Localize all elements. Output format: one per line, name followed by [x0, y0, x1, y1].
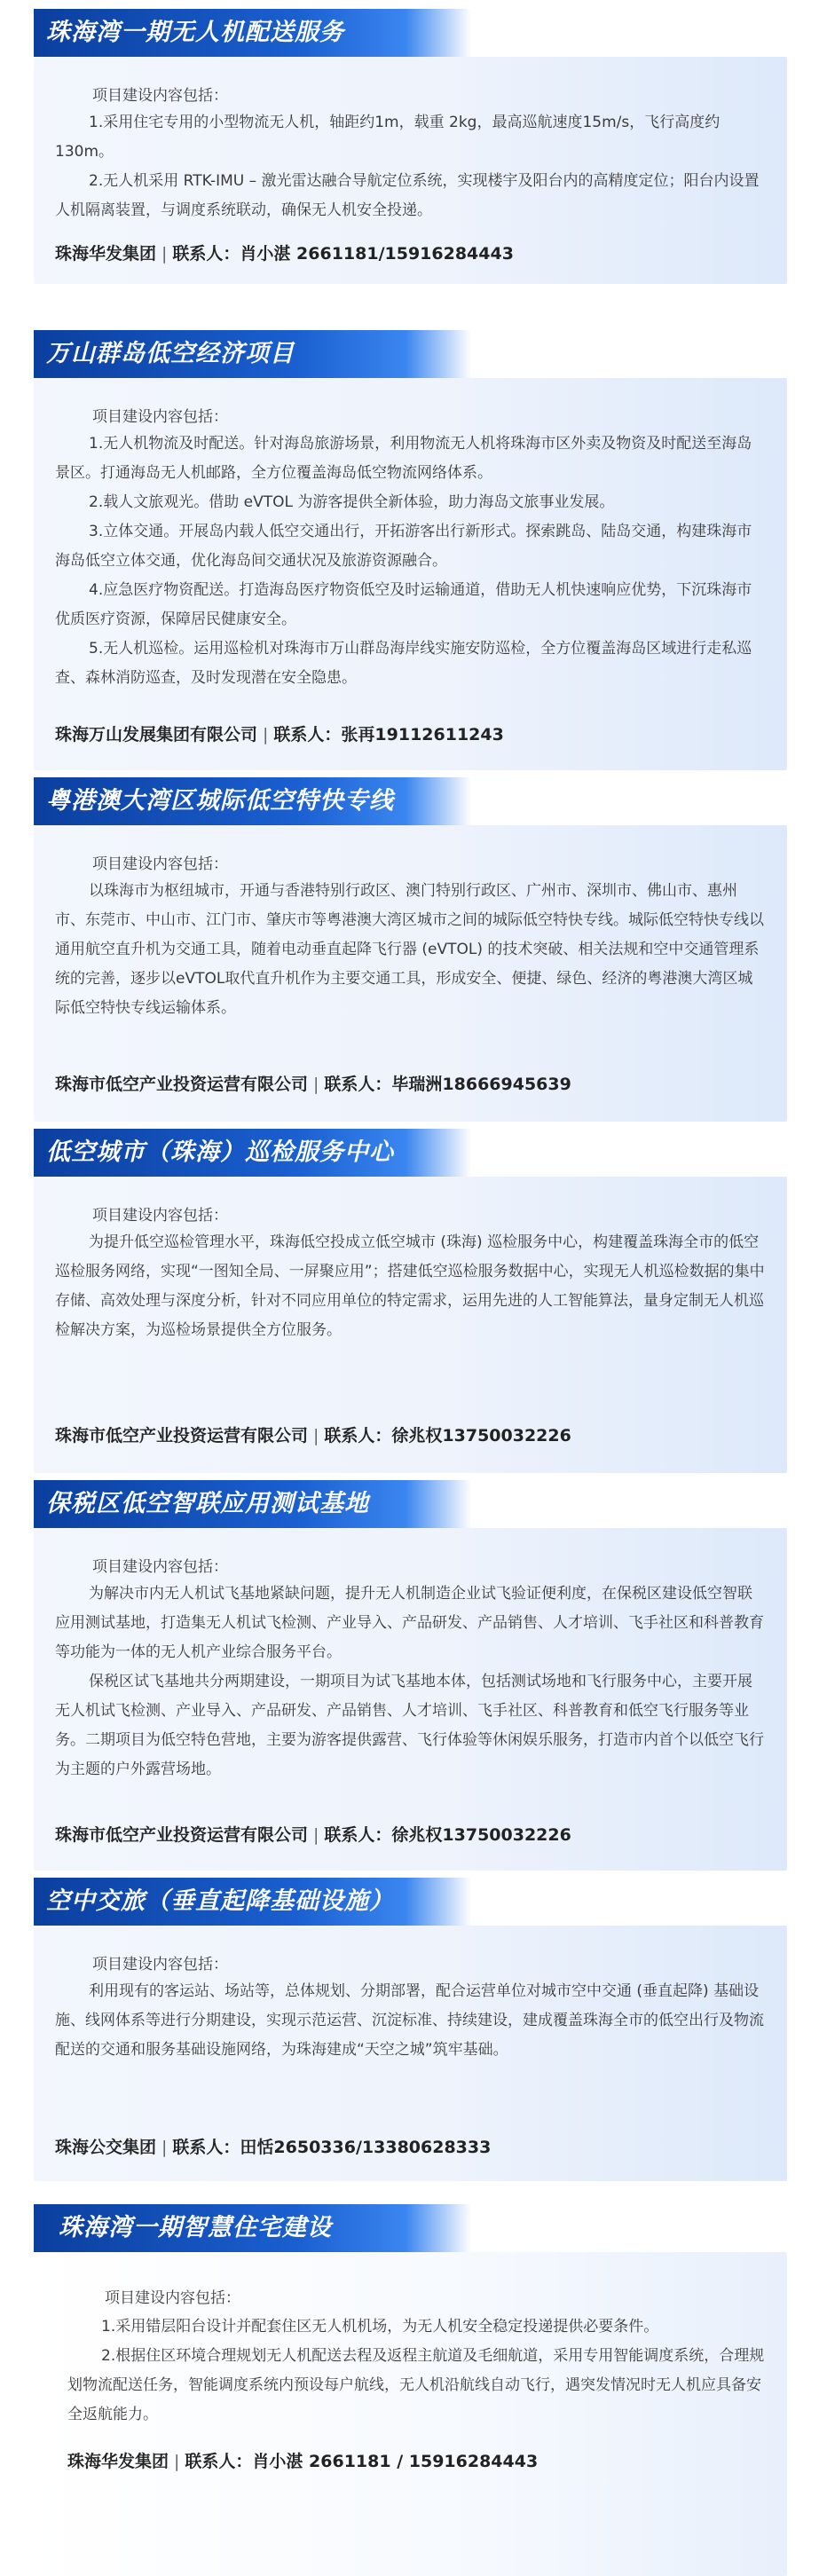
contact-person: 联系人：毕瑞洲18666945639: [324, 1075, 571, 1094]
content-line: 1.采用错层阳台设计并配套住区无人机机场，为无人机安全稳定投递提供必要条件。: [101, 2318, 659, 2336]
intro-text: 项目建设内容包括：: [92, 1956, 228, 1973]
intro-text: 项目建设内容包括：: [92, 87, 228, 105]
section-title: 低空城市（珠海）巡检服务中心: [34, 1129, 471, 1177]
section-title: 珠海湾一期无人机配送服务: [34, 9, 471, 57]
project-section: [34, 1480, 787, 1871]
org-name: 珠海万山发展集团有限公司: [55, 725, 258, 744]
project-card: [34, 378, 787, 770]
content-line: 利用现有的客运站、场站等，总体规划、分期部署，配合运营单位对城市空中交通 (垂直起降) 基础设施、线网体系等进行分期建设，实现示范运营、沉淀标准、持续建设，建成覆盖珠海全市的低空出行及物流配送的交通和服务基础设施网络，为珠海建成“天空之城”筑牢基础。: [55, 1982, 764, 2059]
divider: |: [313, 1825, 319, 1845]
divider: |: [161, 2138, 168, 2157]
section-title: 保税区低空智联应用测试基地: [34, 1480, 471, 1528]
project-card: [34, 1528, 787, 1871]
project-card: [34, 1926, 787, 2181]
divider: |: [313, 1075, 319, 1094]
project-card: [34, 2252, 787, 2576]
project-section: [34, 0, 787, 284]
content-line: 为提升低空巡检管理水平，珠海低空投成立低空城市 (珠海) 巡检服务中心，构建覆盖珠海全市的低空巡检服务网络，实现“一图知全局、一屏聚应用”；搭建低空巡检服务数据中心，实现无人机巡检数据的集中存储、高效处理与深度分析，针对不同应用单位的特定需求，运用先进的人工智能算法，量身定制无人机巡检解决方案，为巡检场景提供全方位服务。: [55, 1233, 765, 1339]
project-section: [34, 2204, 787, 2576]
contact-info: [55, 1072, 571, 1097]
content-line: 以珠海市为枢纽城市，开通与香港特别行政区、澳门特别行政区、广州市、深圳市、佛山市、惠州市、东莞市、中山市、江门市、肇庆市等粤港澳大湾区城市之间的城际低空特快专线。城际低空特快专线以通用航空直升机为交通工具，随着电动垂直起降飞行器 (eVTOL) 的技术突破、相关法规和空中交通管理系统的完善，逐步以eVTOL取代直升机作为主要交通工具，形成安全、便捷、绿色、经济的粤港澳大湾区城际低空特快专线运输体系。: [55, 882, 764, 1017]
org-name: 珠海市低空产业投资运营有限公司: [55, 1825, 309, 1845]
contact-person: 联系人：肖小湛 2661181/15916284443: [172, 244, 514, 264]
org-name: 珠海公交集团: [55, 2138, 157, 2157]
content-line: 保税区试飞基地共分两期建设，一期项目为试飞基地本体，包括测试场地和飞行服务中心，主要开展无人机试飞检测、产业导入、产品研发、产品销售、人才培训、飞手社区、科普教育和低空飞行服务等业务。二期项目为低空特色营地，主要为游客提供露营、飞行体验等休闲娱乐服务，打造市内首个以低空飞行为主题的户外露营场地。: [55, 1673, 764, 1778]
org-name: 珠海市低空产业投资运营有限公司: [55, 1075, 309, 1094]
org-name: 珠海华发集团: [67, 2452, 169, 2471]
content-line: 为解决市内无人机试飞基地紧缺问题，提升无人机制造企业试飞验证便利度，在保税区建设低空智联应用测试基地，打造集无人机试飞检测、产业导入、产品研发、产品销售、人才培训、飞手社区和科普教育等功能为一体的无人机产业综合服务平台。: [55, 1585, 764, 1661]
divider: |: [263, 725, 269, 744]
contact-info: [67, 2449, 538, 2474]
content-line: 2.根据住区环境合理规划无人机配送去程及返程主航道及毛细航道，采用专用智能调度系统，合理规划物流配送任务，智能调度系统内预设每户航线，无人机沿航线自动飞行，遇突发情况时无人机应具备安全返航能力。: [67, 2347, 765, 2423]
project-card: [34, 57, 787, 284]
contact-person: 联系人：肖小湛 2661181 / 15916284443: [185, 2452, 539, 2471]
intro-text: 项目建设内容包括：: [92, 1558, 228, 1576]
divider: |: [174, 2452, 180, 2471]
contact-person: 联系人：徐兆权13750032226: [324, 1825, 571, 1845]
divider: |: [313, 1426, 319, 1446]
project-section: [34, 1878, 787, 2181]
contact-person: 联系人：田恬2650336/13380628333: [172, 2138, 492, 2157]
contact-info: [55, 722, 504, 747]
content-line: 2.载人文旅观光。借助 eVTOL 为游客提供全新体验，助力海岛文旅事业发展。: [89, 493, 615, 511]
contact-info: [55, 1823, 571, 1847]
content-line: 4.应急医疗物资配送。打造海岛医疗物资低空及时运输通道，借助无人机快速响应优势，下沉珠海市优质医疗资源，保障居民健康安全。: [55, 581, 752, 628]
intro-text: 项目建设内容包括：: [92, 1207, 228, 1225]
project-card: [34, 1177, 787, 1473]
content-line: 5.无人机巡检。运用巡检机对珠海市万山群岛海岸线实施安防巡检，全方位覆盖海岛区域进行走私巡查、森林消防巡查，及时发现潜在安全隐患。: [55, 640, 752, 687]
content-line: 2.无人机采用 RTK-IMU – 激光雷达融合导航定位系统，实现楼宇及阳台内的高精度定位；阳台内设置人机隔离装置，与调度系统联动，确保无人机安全投递。: [55, 172, 760, 219]
content-line: 3.立体交通。开展岛内载人低空交通出行，开拓游客出行新形式。探索跳岛、陆岛交通，构建珠海市海岛低空立体交通，优化海岛间交通状况及旅游资源融合。: [55, 523, 752, 570]
intro-text: 项目建设内容包括：: [92, 855, 228, 873]
content-line: 1.无人机物流及时配送。针对海岛旅游场景，利用物流无人机将珠海市区外卖及物资及时配送至海岛景区。打通海岛无人机邮路，全方位覆盖海岛低空物流网络体系。: [55, 435, 752, 482]
project-card: [34, 825, 787, 1122]
project-section: [34, 1129, 787, 1473]
contact-info: [55, 2135, 491, 2160]
section-title: 粤港澳大湾区城际低空特快专线: [34, 777, 471, 825]
contact-person: 联系人：张再19112611243: [273, 725, 504, 744]
section-title: 万山群岛低空经济项目: [34, 330, 471, 378]
project-section: [34, 777, 787, 1122]
content-line: 1.采用住宅专用的小型物流无人机，轴距约1m，载重 2kg，最高巡航速度15m/s，飞行高度约130m。: [55, 114, 721, 161]
contact-info: [55, 1423, 571, 1448]
intro-text: 项目建设内容包括：: [92, 408, 228, 426]
intro-text: 项目建设内容包括：: [105, 2289, 240, 2307]
project-section: [34, 330, 787, 770]
contact-info: [55, 241, 514, 266]
section-title: 空中交旅（垂直起降基础设施）: [34, 1878, 471, 1926]
contact-person: 联系人：徐兆权13750032226: [324, 1426, 571, 1446]
section-title: 珠海湾一期智慧住宅建设: [34, 2204, 471, 2252]
org-name: 珠海市低空产业投资运营有限公司: [55, 1426, 309, 1446]
org-name: 珠海华发集团: [55, 244, 157, 264]
divider: |: [161, 244, 168, 264]
